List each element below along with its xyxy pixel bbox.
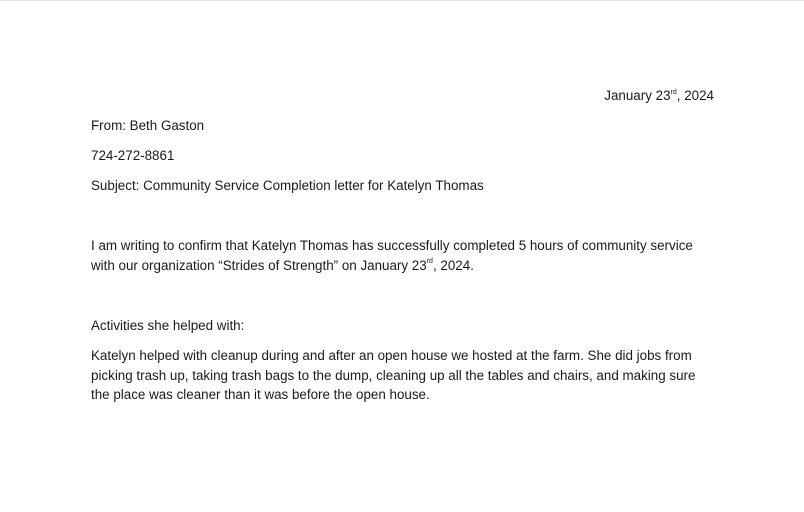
spacer bbox=[91, 206, 714, 236]
subject-line: Subject: Community Service Completion letter for Katelyn Thomas bbox=[91, 178, 484, 193]
body-text-end: , 2024. bbox=[432, 257, 474, 273]
activities-paragraph: Katelyn helped with cleanup during and after an open house we hosted at the farm. She did jobs from picking trash up, taking trash bags to the dump, cleaning up all the tables and chairs, and making sure the place was cleaner than it was before the open house. bbox=[91, 348, 696, 402]
from-line: From: Beth Gaston bbox=[91, 118, 205, 133]
phone-line: 724-272-8861 bbox=[91, 148, 175, 163]
date-month-day: January 23 bbox=[604, 88, 671, 103]
body-ordinal-suffix: rd bbox=[426, 258, 433, 266]
spacer bbox=[91, 275, 714, 316]
letter-date bbox=[91, 86, 714, 107]
top-divider bbox=[0, 0, 804, 1]
body-paragraph bbox=[91, 236, 714, 275]
body-text-start: I am writing to confirm that Katelyn Thomas has successfully completed 5 hours of community service with our organization “Strides of Strength” on January 23 bbox=[91, 238, 693, 273]
activities-heading: Activities she helped with: bbox=[91, 318, 245, 333]
date-year: , 2024 bbox=[676, 88, 714, 103]
date-ordinal-suffix: rd bbox=[670, 88, 677, 96]
letter-document bbox=[91, 86, 714, 405]
